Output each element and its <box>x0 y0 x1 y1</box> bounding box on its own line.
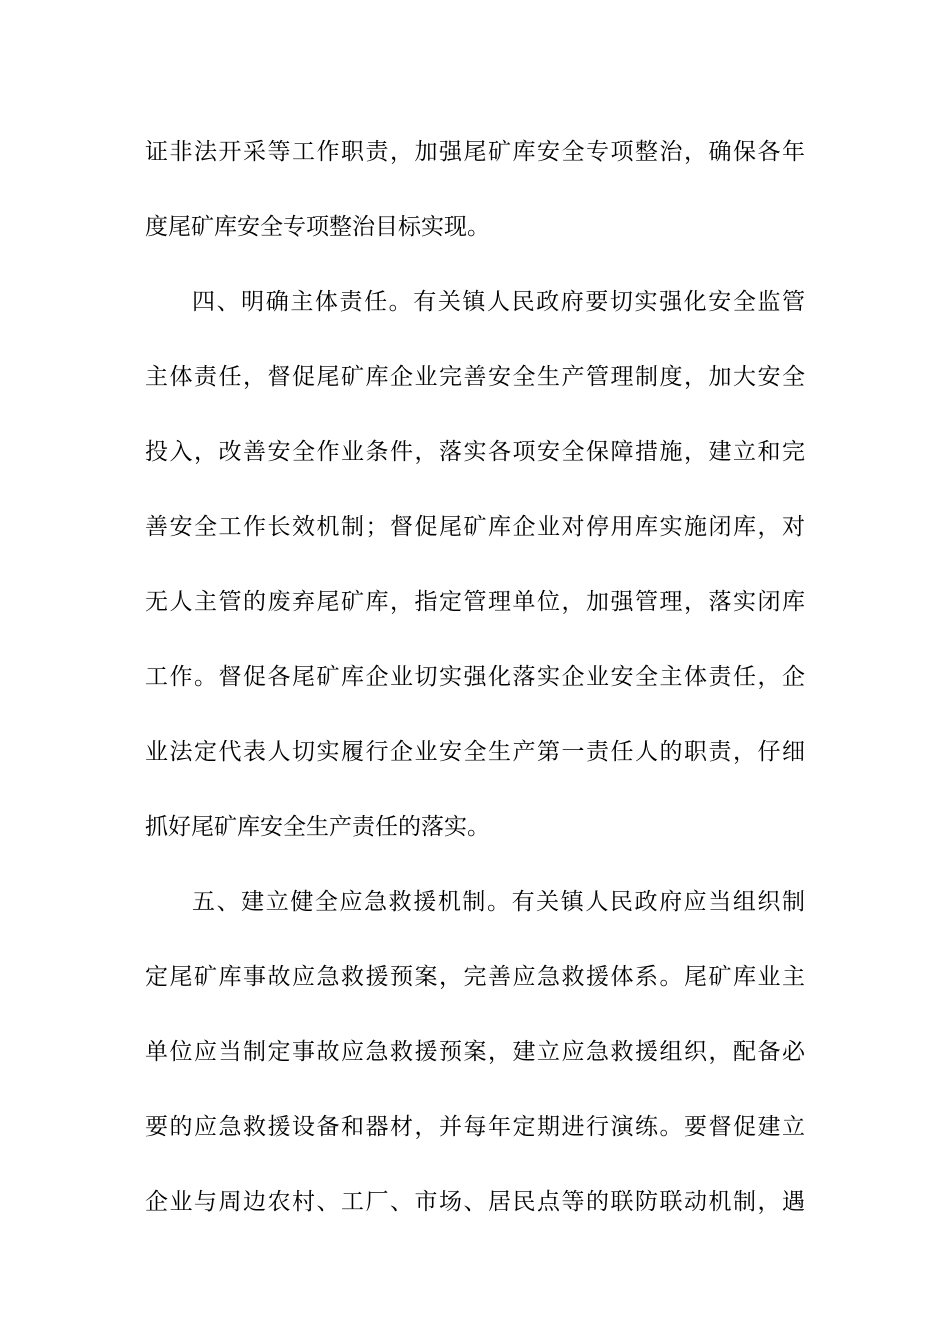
paragraph-line: 五、建立健全应急救援机制。有关镇人民政府应当组织制 <box>192 889 805 915</box>
paragraph-line: 企业与周边农村、工厂、市场、居民点等的联防联动机制，遇 <box>145 1189 805 1215</box>
paragraph-line: 投入，改善安全作业条件，落实各项安全保障措施，建立和完 <box>145 439 805 465</box>
paragraph-line: 定尾矿库事故应急救援预案，完善应急救援体系。尾矿库业主 <box>145 964 805 990</box>
paragraph-line: 主体责任，督促尾矿库企业完善安全生产管理制度，加大安全 <box>145 364 805 390</box>
paragraph-line: 业法定代表人切实履行企业安全生产第一责任人的职责，仔细 <box>145 739 805 765</box>
paragraph-line: 抓好尾矿库安全生产责任的落实。 <box>145 814 490 840</box>
paragraph-line: 度尾矿库安全专项整治目标实现。 <box>145 214 490 240</box>
paragraph-line: 单位应当制定事故应急救援预案，建立应急救援组织，配备必 <box>145 1039 805 1065</box>
paragraph-line: 要的应急救援设备和器材，并每年定期进行演练。要督促建立 <box>145 1114 805 1140</box>
paragraph-line: 善安全工作长效机制；督促尾矿库企业对停用库实施闭库，对 <box>145 514 805 540</box>
paragraph-line: 证非法开采等工作职责，加强尾矿库安全专项整治，确保各年 <box>145 139 805 165</box>
paragraph-line: 工作。督促各尾矿库企业切实强化落实企业安全主体责任，企 <box>145 664 805 690</box>
paragraph-line: 无人主管的废弃尾矿库，指定管理单位，加强管理，落实闭库 <box>145 589 805 615</box>
paragraph-line: 四、明确主体责任。有关镇人民政府要切实强化安全监管 <box>192 289 805 315</box>
